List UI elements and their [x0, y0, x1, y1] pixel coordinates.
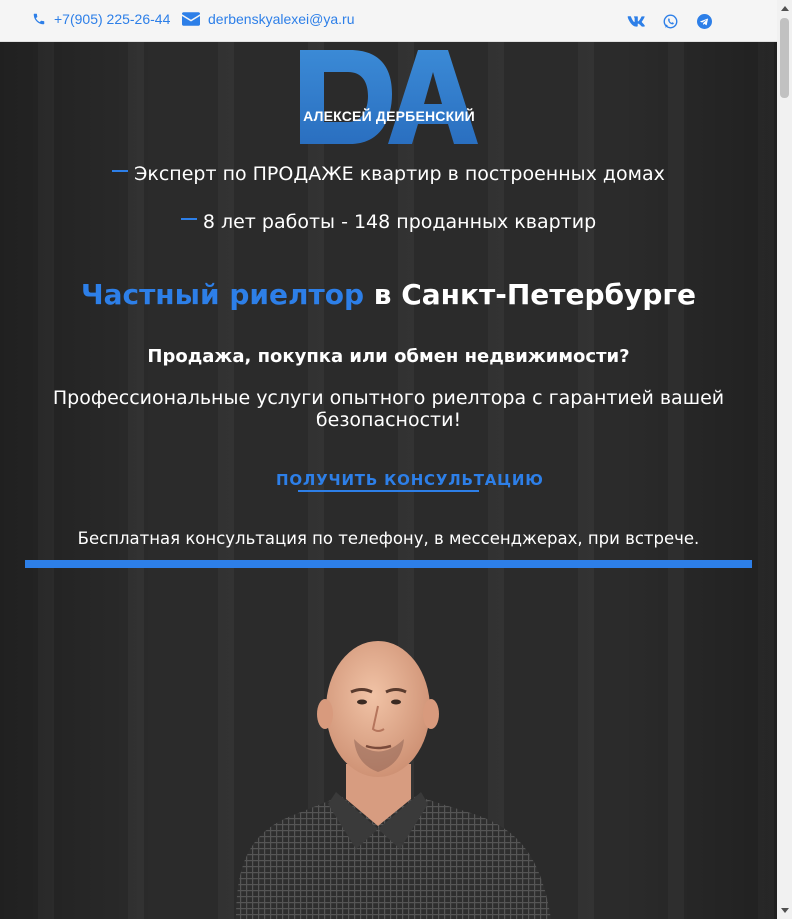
logo[interactable] [298, 48, 480, 146]
get-consultation-button[interactable]: ПОЛУЧИТЬ КОНСУЛЬТАЦИЮ [276, 471, 544, 489]
scroll-up-icon[interactable] [781, 6, 789, 11]
hero-section [0, 42, 777, 919]
vk-link[interactable] [626, 11, 646, 31]
accent-divider [25, 560, 752, 568]
title-accent: Частный риелтор [80, 278, 365, 311]
scroll-down-icon[interactable] [781, 908, 789, 913]
experience-line [0, 211, 777, 233]
email-address[interactable]: derbenskyalexei@ya.ru [208, 11, 355, 27]
page-title [0, 278, 777, 311]
vk-icon [627, 16, 645, 27]
experience-text: 8 лет работы - 148 проданных квартир [202, 211, 597, 233]
services-description: Профессиональные услуги опытного риелтора с гарантией вашей безопасности! [52, 387, 725, 431]
logo-name: АЛЕКСЕЙ ДЕРБЕНСКИЙ [303, 108, 475, 124]
realtor-photo [216, 614, 556, 919]
top-contact-bar [0, 0, 777, 42]
whatsapp-icon [663, 14, 678, 29]
page-scrollbar[interactable] [777, 0, 792, 919]
expert-line [0, 163, 777, 185]
phone-number[interactable]: +7(905) 225-26-44 [54, 11, 171, 27]
mail-icon [182, 12, 200, 26]
dash-icon [112, 170, 128, 172]
expert-text: Эксперт по ПРОДАЖЕ квартир в построенных домах [134, 163, 665, 185]
services-question: Продажа, покупка или обмен недвижимости? [147, 346, 630, 367]
email-link[interactable] [182, 11, 355, 27]
cta-underline [298, 490, 479, 492]
free-consultation-note: Бесплатная консультация по телефону, в мессенджерах, при встрече. [77, 529, 700, 548]
whatsapp-link[interactable] [660, 11, 680, 31]
telegram-icon [697, 14, 712, 29]
phone-link[interactable] [32, 11, 170, 27]
logo-letters-graphic [298, 48, 480, 146]
title-rest: в Санкт-Петербурге [364, 278, 697, 311]
telegram-link[interactable] [694, 11, 714, 31]
scrollbar-thumb[interactable] [780, 18, 789, 98]
phone-icon [32, 12, 46, 26]
dash-icon [181, 218, 197, 220]
